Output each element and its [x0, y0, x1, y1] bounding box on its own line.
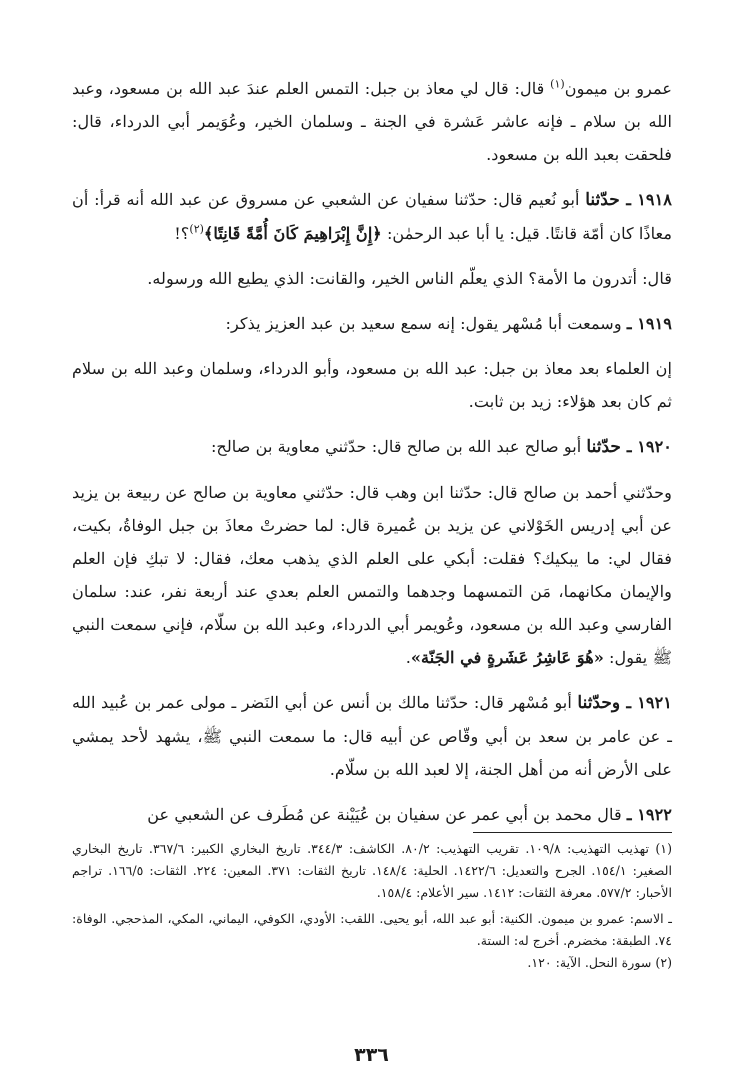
paragraph-text: قال: أتدرون ما الأمة؟ الذي يعلّم الناس الخير، والقانت: الذي يطيع الله ورسوله.: [147, 269, 672, 288]
page-number: ٣٣٦: [354, 1044, 389, 1066]
paragraph-1918: [72, 183, 672, 250]
footnotes: [72, 838, 672, 974]
main-text: [72, 72, 672, 843]
paragraph-text: أبو مُسْهر قال: حدّثنا مالك بن أنس عن أبي النَضر ـ مولى عمر بن عُبيد الله ـ عن عامر بن سعد بن أبي وقّاص عن أبيه قال: ما سمعت النبي ﷺ، يشهد لأحد يمشي على الأرض أنه من أهل الجنة، إلا لعبد الله بن سلّام.: [72, 693, 672, 779]
paragraph-ummah: [72, 262, 672, 295]
paragraph-text: أبو صالح عبد الله بن صالح قال: حدّثني معاوية بن صالح:: [210, 437, 587, 456]
hadith-number: ١٩٢١ ـ: [626, 693, 672, 712]
paragraph-1919: [72, 307, 672, 340]
paragraph-1: [72, 72, 672, 171]
footnote-divider: [473, 832, 672, 833]
paragraph-muadh-death: [72, 476, 672, 674]
footnote-2: (٢) سورة النحل. الآية: ١٢٠.: [527, 955, 672, 970]
paragraph-text: وسمعت أبا مُسْهر يقول: إنه سمع سعيد بن عبد العزيز يذكر:: [225, 314, 627, 333]
paragraph-1922: [72, 798, 672, 831]
hadith-number: ١٩١٩ ـ: [626, 314, 672, 333]
paragraph-1921: [72, 686, 672, 786]
hadith-number: ١٩٢٠ ـ: [626, 437, 672, 456]
paragraph-text: وحدّثني أحمد بن صالح قال: حدّثنا ابن وهب قال: حدّثني معاوية بن صالح عن ربيعة بن يزيد عن أبي إدريس الخَوْلاني عن يزيد بن عُميرة قال: لما حضرتْ معاذَ بن جبل الوفاةُ، بكيت، فقال لي: ما يبكيك؟ فقلت: أبكي على العلم الذي يذهب معك، فقال: لا تبكِ فإن العلم والإيمان مكانهما، مَن التمسهما وجدهما والتمس العلم بعدي عند أربعة نفر، عند: سلمان الفارسي وعبد الله بن مسعود، وعُويمر أبي الدرداء، وعبد الله بن سلّام، فإني سمعت النبي ﷺ يقول:: [72, 483, 672, 667]
footnote-1-name: ـ الاسم: عمرو بن ميمون. الكنية: أبو عبد الله، أبو يحيى. اللقب: الأودي، الكوفي، اليماني، المكي، المذحجي. الوفاة: ٧٤. الطبقة: مخضرم. أخرج له: الستة.: [72, 911, 672, 948]
footnote-1: (١) تهذيب التهذيب: ١٠٩/٨. تقريب التهذيب: ٨٠/٢. الكاشف: ٣٤٤/٣. تاريخ البخاري الكبير: ٣٦٧/٦. تاريخ البخاري الصغير: ١٥٤/١. الجرح والتعديل: ١٤٢٢/٦. الحلية: ١٤٨/٤. تاريخ الثقات: ٣٧١. المعين: ٢٢٤. الثقات: ١٦٦/٥. تراجم الأحبار: ٥٧٧/٢. معرفة الثقات: ١٤١٢. سير الأعلام: ١٥٨/٤.: [72, 841, 672, 900]
paragraph-text: ؟!: [174, 224, 190, 243]
hadith-number: ١٩٢٢ ـ: [626, 805, 672, 824]
paragraph-text: قال محمد بن أبي عمر عن سفيان بن عُيَيْنة عن مُطَرف عن الشعبي عن: [147, 805, 627, 824]
haddathana-keyword: حدّثنا: [585, 190, 627, 210]
haddathana-keyword: وحدّثنا: [577, 693, 627, 713]
paragraph-text: عمرو بن ميمون: [564, 79, 672, 98]
paragraph-text: إن العلماء بعد معاذ بن جبل: عبد الله بن مسعود، وأبو الدرداء، وسلمان وعبد الله بن سلام ثم كان بعد هؤلاء: زيد بن ثابت.: [72, 359, 672, 411]
paragraph-text: قال: قال لي معاذ بن جبل: التمس العلم عندَ عبد الله بن مسعود، وعبد الله بن سلام ـ فإنه عاشر عَشرة في الجنة ـ وسلمان الخير، وعُوَيمر أبي الدرداء، قال: فلحقت بعبد الله بن مسعود.: [72, 79, 672, 164]
hadith-number: ١٩١٨ ـ: [626, 190, 672, 209]
paragraph-1920: [72, 430, 672, 464]
hadith-quote: «هُوَ عَاشِرُ عَشَرةٍ في الجَنّة»: [410, 648, 604, 667]
paragraph-text: أبو نُعيم قال: حدّثنا سفيان عن الشعبي عن مسروق عن عبد الله أنه قرأ: أن معاذًا كان أمّة قانتًا. قيل: يا أبا عبد الرحمٰن:: [72, 190, 672, 243]
footnote-marker[interactable]: (٢): [189, 222, 204, 236]
paragraph-ulama: [72, 352, 672, 418]
footnote-marker[interactable]: (١): [550, 77, 565, 91]
haddathana-keyword: حدّثنا: [586, 437, 627, 457]
quran-verse: ﴿إِنَّ إِبْرَاهِيمَ كَانَ أُمَّةً قَانِتًا﴾: [203, 224, 382, 243]
paragraph-text: .: [405, 648, 411, 667]
